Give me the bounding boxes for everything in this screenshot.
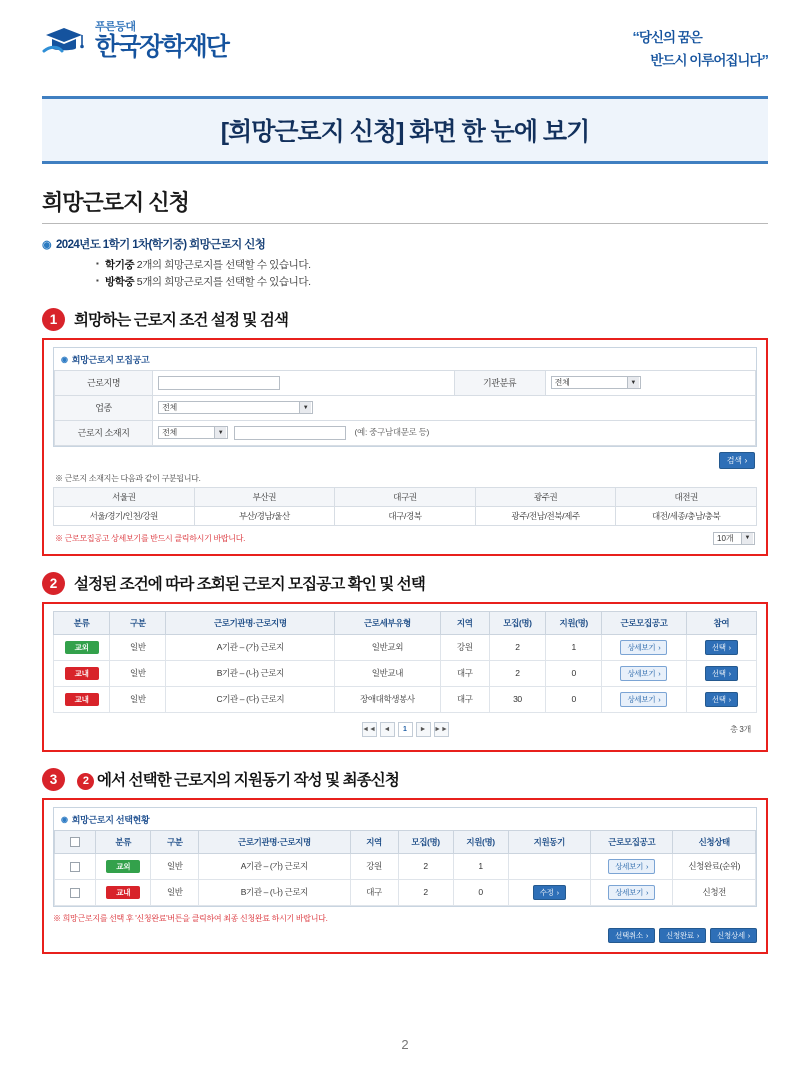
page-size-select[interactable]: [713, 532, 755, 545]
region-note: ※ 근로지 소재지는 다음과 같이 구분됩니다.: [55, 473, 201, 483]
select-button[interactable]: 선택 ›: [705, 692, 738, 707]
chevron-right-icon: ›: [658, 642, 661, 652]
cell-applied: 0: [453, 879, 508, 905]
category-badge: 교내: [106, 886, 140, 899]
notice-list: [56, 257, 768, 292]
chevron-down-icon: ▼: [741, 533, 753, 544]
col-header-status: 신청상태: [673, 830, 756, 853]
cell-recruit: 2: [398, 879, 453, 905]
cell-category: [96, 879, 151, 905]
chevron-right-icon: ›: [747, 930, 750, 940]
table-header-row: [54, 611, 757, 634]
chevron-right-icon: ›: [728, 642, 731, 652]
step-2-heading: [42, 572, 768, 595]
step-3-text: [74, 768, 399, 790]
selected-panel: [53, 807, 757, 907]
cell-category: [54, 660, 110, 686]
col-header-category: 분류: [96, 830, 151, 853]
cell-notice: [591, 879, 673, 905]
selected-button-row: [53, 924, 757, 943]
chevron-right-icon: ›: [728, 668, 731, 678]
cell-applied: 0: [546, 686, 602, 712]
cell-gubun: 일반: [151, 853, 199, 879]
col-header-region: 지역: [350, 830, 398, 853]
step-1-heading: [42, 308, 768, 331]
search-panel: [53, 347, 757, 447]
cell-motive: [508, 879, 590, 905]
pagination: [53, 713, 757, 741]
table-row: [55, 395, 756, 420]
detail-view-button[interactable]: 상세보기 ›: [608, 885, 655, 900]
region-cell: 대구/경북: [335, 506, 476, 525]
motive-edit-button[interactable]: 수정 ›: [533, 885, 566, 900]
chevron-down-icon: ▼: [299, 402, 311, 413]
step-number-1: 1: [42, 308, 65, 331]
org-type-select[interactable]: [551, 376, 641, 389]
selected-panel-title: [54, 808, 756, 830]
results-capture-box: [42, 602, 768, 752]
table-row: [54, 660, 757, 686]
label-location: 근로지 소재지: [55, 420, 153, 445]
cell-work-name-input: [153, 370, 454, 395]
cell-gubun: 일반: [110, 660, 166, 686]
cell-join: [686, 686, 756, 712]
chevron-right-icon: ›: [646, 887, 649, 897]
cell-job-type-select: [153, 395, 756, 420]
pager-page-1[interactable]: 1: [398, 722, 413, 737]
select-button[interactable]: 선택 ›: [705, 666, 738, 681]
cell-applied: 0: [546, 660, 602, 686]
col-header-gubun: 구분: [151, 830, 199, 853]
col-header-recruit: 모집(명): [489, 611, 545, 634]
cell-category: [54, 634, 110, 660]
cell-gubun: 일반: [151, 879, 199, 905]
table-row: [55, 370, 756, 395]
foundation-logo: [42, 22, 228, 60]
cell-notice: [602, 660, 686, 686]
slogan-line-1: 당신의 꿈은: [638, 30, 702, 45]
pager-last-button[interactable]: ►►: [434, 722, 449, 737]
warning-row: [53, 526, 757, 545]
step-number-3: 3: [42, 768, 65, 791]
notice-title: [42, 236, 768, 252]
work-name-input[interactable]: [158, 376, 280, 390]
cell-org: C기관 – (다) 근로지: [166, 686, 335, 712]
step-3-text-after: 에서 선택한 근로지의 지원동기 작성 및 최종신청: [97, 772, 399, 790]
chevron-right-icon: ›: [658, 668, 661, 678]
cell-region: 대구: [350, 879, 398, 905]
chevron-right-icon: ›: [658, 694, 661, 704]
col-header-applied: 지원(명): [546, 611, 602, 634]
cell-org-type-select: [545, 370, 755, 395]
detail-view-button[interactable]: 상세보기 ›: [620, 692, 667, 707]
cell-detail: 장애대학생봉사: [335, 686, 440, 712]
region-cell: 부산/경남/울산: [194, 506, 335, 525]
chevron-right-icon: ›: [728, 694, 731, 704]
cell-detail: 일반교내: [335, 660, 440, 686]
col-header-motive: 지원동기: [508, 830, 590, 853]
region-cell: 광주/전남/전북/제주: [475, 506, 616, 525]
circle-dot-icon: ◉: [61, 814, 68, 824]
chevron-right-icon: ›: [645, 930, 649, 940]
chevron-down-icon: ▼: [627, 377, 639, 388]
cell-notice: [591, 853, 673, 879]
selected-table: [54, 830, 756, 906]
detail-view-button[interactable]: 상세보기 ›: [608, 859, 655, 874]
chevron-right-icon: ›: [744, 455, 747, 465]
table-row: [54, 487, 757, 506]
logo-subtitle: 푸른등대: [95, 21, 136, 33]
selected-panel-title-text: 희망근로지 선택현황: [71, 814, 150, 825]
row-checkbox[interactable]: [70, 888, 80, 898]
cell-applied: 1: [453, 853, 508, 879]
col-header-org: 근로기관명·근로지명: [199, 830, 350, 853]
cell-join: [686, 660, 756, 686]
col-header-notice: 근로모집공고: [591, 830, 673, 853]
location-hint: (예: 중구남대문로 등): [354, 427, 430, 437]
cell-category: [54, 686, 110, 712]
table-row: [55, 879, 756, 905]
page-number: 2: [401, 1037, 409, 1052]
step-1-text: 희망하는 근로지 조건 설정 및 검색: [74, 312, 289, 330]
pager-prev-button[interactable]: ◄: [380, 722, 395, 737]
region-header: 서울권: [54, 487, 195, 506]
cell-recruit: 30: [489, 686, 545, 712]
region-cell: 서울/경기/인천/강원: [54, 506, 195, 525]
org-type-value: 전체: [554, 378, 570, 388]
search-button-row: [53, 447, 757, 473]
search-panel-title: [54, 348, 756, 370]
application-detail-button[interactable]: 신청상세 ›: [710, 928, 757, 943]
list-item: [96, 274, 768, 291]
cell-notice: [602, 634, 686, 660]
cell-notice: [602, 686, 686, 712]
region-header: 부산권: [194, 487, 335, 506]
complete-application-button[interactable]: 신청완료 ›: [659, 928, 706, 943]
cell-join: [686, 634, 756, 660]
table-row: [55, 853, 756, 879]
chevron-down-icon: ▼: [214, 427, 226, 438]
cell-status: 신청전: [673, 879, 756, 905]
section-heading: 희망근로지 신청: [42, 190, 189, 215]
cell-status: 신청완료(순위): [673, 853, 756, 879]
title-band: [42, 96, 768, 164]
list-item: [96, 257, 768, 274]
cancel-selection-button[interactable]: 선택취소 ›: [608, 928, 655, 943]
select-all-checkbox[interactable]: [70, 837, 80, 847]
job-type-select[interactable]: [158, 401, 313, 414]
cell-motive: [508, 853, 590, 879]
heading-divider: [42, 223, 768, 224]
region-header: 대전권: [616, 487, 757, 506]
select-button[interactable]: 선택 ›: [705, 640, 738, 655]
chevron-right-icon: ›: [696, 930, 700, 940]
list-item-rest: 2개의 희망근로지를 선택할 수 있습니다.: [134, 259, 311, 271]
col-header-checkbox: [55, 830, 96, 853]
category-badge: 교외: [106, 860, 140, 873]
bullet-dot-icon: ◉: [42, 238, 51, 251]
search-warning-text: ※ 근로모집공고 상세보기를 반드시 클릭하시기 바랍니다.: [55, 533, 246, 543]
job-type-value: 전체: [162, 403, 177, 413]
table-row: [54, 634, 757, 660]
cell-region: 강원: [350, 853, 398, 879]
cell-checkbox: [55, 879, 96, 905]
graduation-cap-icon: [42, 24, 88, 58]
search-button[interactable]: [719, 452, 755, 469]
col-header-gubun: 구분: [110, 611, 166, 634]
search-form-table: [54, 370, 756, 446]
cell-region: 대구: [440, 686, 489, 712]
cell-recruit: 2: [489, 660, 545, 686]
slogan: “당신의 꿈은 반드시 이루어집니다”: [632, 29, 768, 70]
cell-category: [96, 853, 151, 879]
table-row: [54, 686, 757, 712]
list-item-bold: 방학중: [105, 276, 135, 289]
region-cell: 대전/세종/충남/충북: [616, 506, 757, 525]
location-input[interactable]: [234, 426, 346, 440]
cell-applied: 1: [546, 634, 602, 660]
category-badge: 교외: [65, 641, 99, 654]
cell-org: A기관 – (가) 근로지: [199, 853, 350, 879]
cell-region: 대구: [440, 660, 489, 686]
label-work-name: 근로지명: [55, 370, 153, 395]
category-badge: 교내: [65, 693, 99, 706]
region-table: [53, 487, 757, 526]
col-header-join: 참여: [686, 611, 756, 634]
page-size-value: 10개: [717, 533, 734, 543]
col-header-recruit: 모집(명): [398, 830, 453, 853]
page-title: [희망근로지 신청] 화면 한 눈에 보기: [220, 118, 590, 146]
table-row: [55, 420, 756, 445]
cell-detail: 일반교외: [335, 634, 440, 660]
location-select[interactable]: [158, 426, 228, 439]
location-value: 전체: [162, 428, 177, 438]
notice-title-text: 2024년도 1학기 1차(학기중) 희망근로지 신청: [56, 239, 266, 251]
label-job-type: 업종: [55, 395, 153, 420]
circle-dot-icon: ◉: [61, 354, 68, 364]
cell-org: A기관 – (가) 근로지: [166, 634, 335, 660]
step-number-2: 2: [42, 572, 65, 595]
cell-region: 강원: [440, 634, 489, 660]
cell-recruit: 2: [489, 634, 545, 660]
cell-gubun: 일반: [110, 634, 166, 660]
col-header-detail: 근로세부유형: [335, 611, 440, 634]
table-row: [54, 506, 757, 525]
category-badge: 교내: [65, 667, 99, 680]
pager-first-button[interactable]: ◄◄: [362, 722, 377, 737]
step-2-text: 설정된 조건에 따라 조회된 근로지 모집공고 확인 및 선택: [74, 576, 425, 594]
document-header: [42, 0, 768, 84]
row-checkbox[interactable]: [70, 862, 80, 872]
pager-next-button[interactable]: ►: [416, 722, 431, 737]
result-total-count: 총 3개: [730, 724, 751, 734]
slogan-line-2: 반드시 이루어집니다: [650, 53, 762, 69]
col-header-org: 근로기관명·근로지명: [166, 611, 335, 634]
cell-recruit: 2: [398, 853, 453, 879]
results-table: [53, 611, 757, 713]
cell-gubun: 일반: [110, 686, 166, 712]
col-header-category: 분류: [54, 611, 110, 634]
col-header-notice: 근로모집공고: [602, 611, 686, 634]
cell-checkbox: [55, 853, 96, 879]
region-header: 광주권: [475, 487, 616, 506]
table-header-row: [55, 830, 756, 853]
cell-org: B기관 – (나) 근로지: [166, 660, 335, 686]
selected-capture-box: [42, 798, 768, 954]
search-panel-title-text: 희망근로지 모집공고: [71, 354, 150, 365]
logo-title: 한국장학재단: [95, 33, 228, 61]
chevron-right-icon: ›: [646, 861, 649, 871]
cell-location-fields: [153, 420, 756, 445]
chevron-right-icon: ›: [556, 887, 559, 897]
detail-view-button[interactable]: 상세보기 ›: [620, 666, 667, 681]
cell-org: B기관 – (나) 근로지: [199, 879, 350, 905]
label-org-type: 기관분류: [454, 370, 545, 395]
search-capture-box: [42, 338, 768, 556]
detail-view-button[interactable]: 상세보기 ›: [620, 640, 667, 655]
col-header-region: 지역: [440, 611, 489, 634]
search-button-label: 검색: [726, 455, 742, 465]
region-header: 대구권: [335, 487, 476, 506]
list-item-bold: 학기중: [105, 259, 135, 271]
step-inline-number-2: 2: [77, 773, 94, 790]
list-item-rest: 5개의 희망근로지를 선택할 수 있습니다.: [134, 276, 311, 289]
step-3-heading: [42, 768, 768, 791]
selected-foot-note: ※ 희망근로지를 선택 후 '신청완료'버튼을 클릭하여 최종 신청완료 하시기 바랍니다.: [53, 913, 328, 923]
col-header-applied: 지원(명): [453, 830, 508, 853]
